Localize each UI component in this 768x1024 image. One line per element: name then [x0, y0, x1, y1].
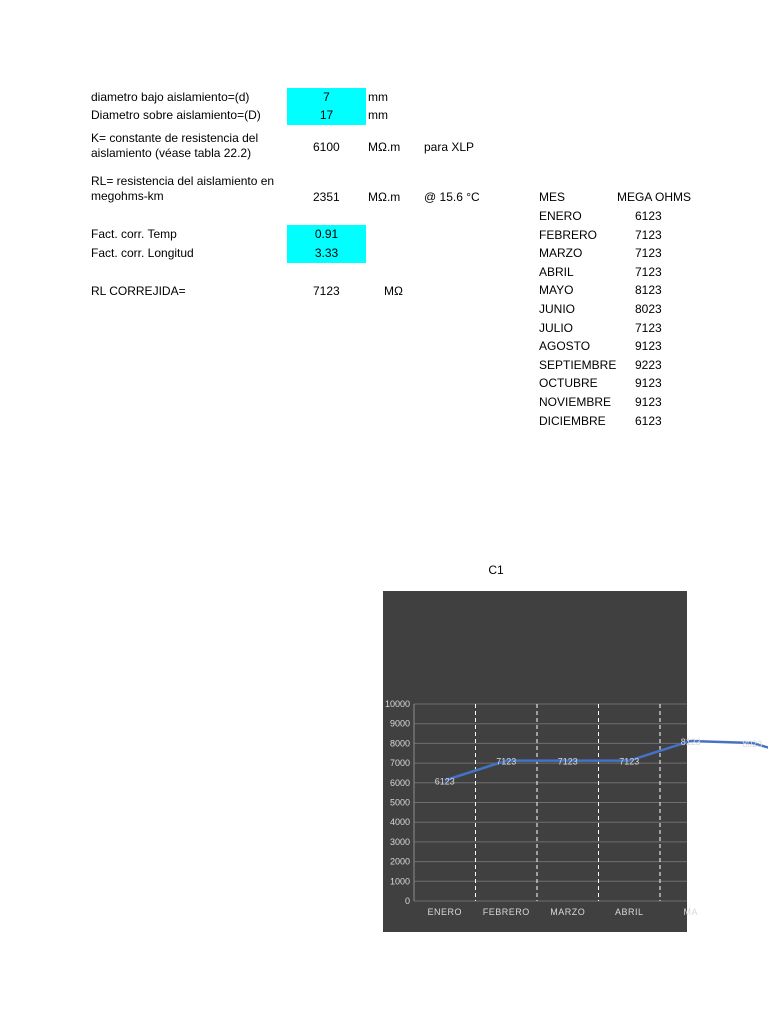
- table-cell-value: 8123: [635, 283, 662, 298]
- table-cell-month: NOVIEMBRE: [539, 395, 612, 409]
- table-cell-month: FEBRERO: [539, 227, 598, 242]
- K-value: 6100: [313, 140, 340, 154]
- RL-note: @ 15.6 °C: [424, 190, 480, 204]
- K-label: K= constante de resistencia del aislamiento (véase tabla 22.2): [91, 131, 259, 160]
- D-value-cell[interactable]: 17: [287, 106, 366, 125]
- x-tick-label: MARZO: [550, 907, 586, 917]
- x-tick-label: MA: [683, 907, 698, 917]
- length-factor-label: Fact. corr. Longitud: [91, 246, 194, 260]
- table-cell-value: 6123: [635, 413, 662, 428]
- temp-factor-label: Fact. corr. Temp: [91, 227, 177, 241]
- data-label: 7123: [557, 756, 578, 767]
- temp-factor-cell[interactable]: 0.91: [287, 225, 366, 244]
- table-cell-month: ABRIL: [539, 264, 574, 279]
- table-cell-value: 7123: [635, 264, 662, 279]
- x-tick-label: FEBRERO: [482, 907, 530, 917]
- y-tick-label: 9000: [389, 718, 410, 729]
- table-cell-month: JULIO: [539, 320, 574, 335]
- table-cell-value: 7123: [635, 320, 662, 335]
- line-chart: [383, 591, 763, 932]
- y-tick-label: 7000: [389, 758, 410, 769]
- table-cell-value: 7123: [635, 227, 662, 242]
- data-label: 7123: [619, 756, 640, 767]
- x-tick-label: ENERO: [427, 907, 463, 917]
- y-tick-label: 1000: [389, 876, 410, 887]
- y-tick-label: 5000: [389, 797, 410, 808]
- K-unit: MΩ.m: [368, 140, 401, 154]
- table-cell-value: 6123: [635, 209, 662, 223]
- table-header-month: MES: [539, 190, 566, 204]
- x-tick-label: ABRIL: [614, 907, 644, 917]
- table-cell-month: OCTUBRE: [539, 376, 598, 391]
- d-label: diametro bajo aislamiento=(d): [91, 90, 250, 104]
- table-cell-value: 8023: [635, 302, 662, 316]
- table-cell-month: MARZO: [539, 246, 583, 261]
- y-tick-label: 2000: [389, 856, 410, 867]
- table-cell-month: ENERO: [539, 209, 582, 223]
- chart-title: C1: [488, 563, 504, 577]
- y-tick-label: 6000: [389, 777, 410, 788]
- D-label: Diametro sobre aislamiento=(D): [91, 108, 261, 122]
- data-label: 6123: [434, 776, 455, 787]
- length-factor-cell[interactable]: 3.33: [287, 244, 366, 263]
- table-cell-value: 9123: [635, 395, 662, 409]
- d-unit: mm: [368, 90, 388, 104]
- data-label: 8123: [680, 736, 701, 747]
- table-cell-month: AGOSTO: [539, 339, 591, 354]
- K-note: para XLP: [424, 140, 475, 154]
- table-header-value: MEGA OHMS: [617, 190, 692, 204]
- y-tick-label: 10000: [384, 699, 410, 709]
- d-value-cell[interactable]: 7: [287, 88, 366, 106]
- rl-corrected-value: 7123: [313, 284, 340, 298]
- table-cell-value: 9123: [635, 339, 662, 354]
- table-cell-value: 7123: [635, 246, 662, 261]
- RL-value: 2351: [313, 190, 340, 204]
- rl-corrected-label: RL CORREJIDA=: [91, 284, 186, 298]
- RL-label: RL= resistencia del aislamiento en megohms-km: [91, 174, 275, 203]
- y-tick-label: 4000: [389, 817, 410, 828]
- table-cell-month: JUNIO: [539, 302, 575, 316]
- series-line: [445, 719, 768, 780]
- data-label: 7123: [496, 756, 517, 767]
- D-unit: mm: [368, 108, 388, 122]
- table-cell-month: DICIEMBRE: [539, 413, 606, 428]
- y-tick-label: 0: [404, 896, 410, 906]
- rl-corrected-unit: MΩ: [384, 284, 403, 298]
- data-label: 8023: [742, 738, 763, 749]
- table-cell-month: MAYO: [539, 283, 574, 298]
- table-cell-value: 9223: [635, 357, 662, 372]
- y-tick-label: 8000: [389, 738, 410, 749]
- RL-unit: MΩ.m: [368, 190, 401, 204]
- y-tick-label: 3000: [389, 836, 410, 847]
- chart-area[interactable]: [383, 591, 763, 932]
- table-cell-value: 9123: [635, 376, 662, 391]
- table-cell-month: SEPTIEMBRE: [539, 357, 617, 372]
